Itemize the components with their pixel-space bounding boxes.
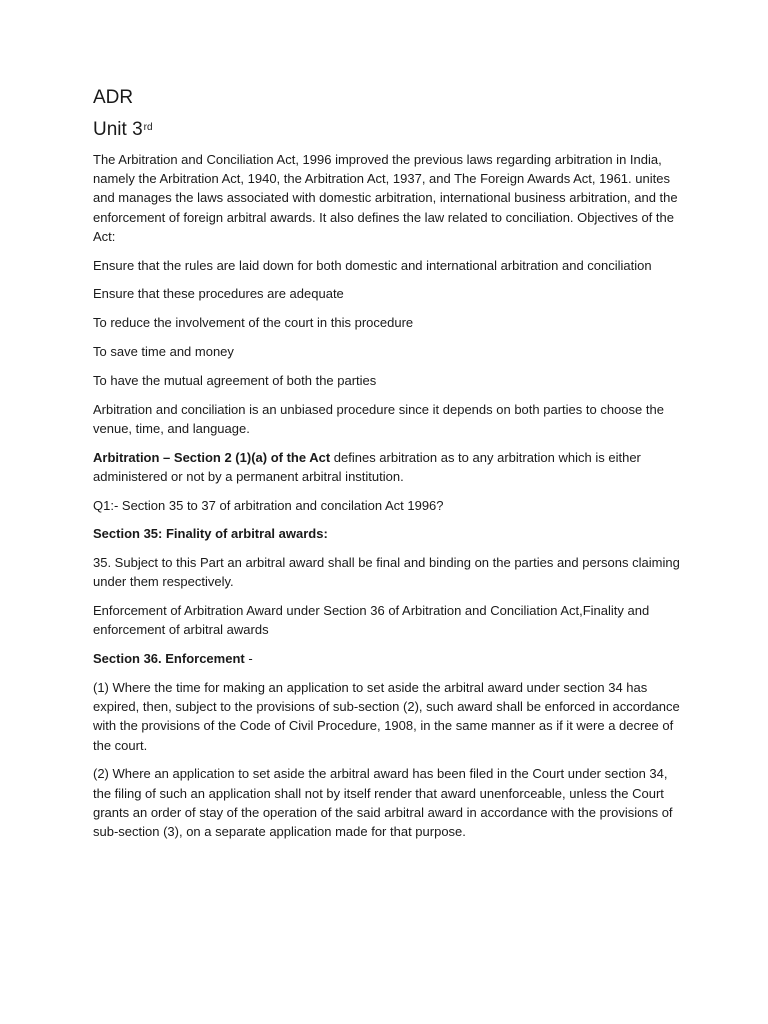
objective-item: To save time and money	[93, 344, 234, 359]
definition-bold: Arbitration – Section 2 (1)(a) of the Act	[93, 449, 331, 465]
section36-clause-1: (1) Where the time for making an application to set aside the arbitral award under section 34 has expired, then, subject to the provisions of sub-section (2), such award shall be enforced in accordance with the provisions of the Code of Civil Procedure, 1908, in the same manner as if it were a decree of the court.	[93, 679, 680, 753]
unit-heading	[93, 118, 683, 142]
enforcement-intro: Enforcement of Arbitration Award under Section 36 of Arbitration and Conciliation Act,Finality and enforcement of arbitral awards	[93, 603, 650, 638]
section36-heading-dash: -	[244, 651, 253, 667]
objective-item: To reduce the involvement of the court in this procedure	[93, 315, 414, 331]
section36-heading	[93, 649, 683, 668]
definition-paragraph	[93, 448, 683, 486]
document-page	[93, 86, 683, 851]
objective-item: To have the mutual agreement of both the parties	[93, 372, 377, 388]
unit-superscript: rd	[143, 122, 153, 133]
section35-heading: Section 35: Finality of arbitral awards:	[93, 526, 328, 542]
question-paragraph: Q1:- Section 35 to 37 of arbitration and concilation Act 1996?	[93, 497, 444, 513]
section36-heading-bold: Section 36. Enforcement	[93, 651, 245, 667]
objective-item: Ensure that the rules are laid down for both domestic and international arbitration and conciliation	[93, 257, 652, 273]
section36-clause-2: (2) Where an application to set aside the arbitral award has been filed in the Court under section 34, the filing of such an application shall not by itself render that award unenforceable, unless the Court grants an order of stay of the operation of the said arbitral award in accordance with the provisions of sub-section (3), on a separate application made for that purpose.	[93, 766, 673, 839]
intro-paragraph: The Arbitration and Conciliation Act, 1996 improved the previous laws regarding arbitration in India, namely the Arbitration Act, 1940, the Arbitration Act, 1937, and The Foreign Awards Act, 1961. unites and manages the laws associated with domestic arbitration, international business arbitration, and the enforcement of foreign arbitral awards. It also defines the law related to conciliation. Objectives of the Act:	[93, 152, 678, 244]
unbiased-paragraph: Arbitration and conciliation is an unbiased procedure since it depends on both parties to choose the venue, time, and language.	[93, 401, 664, 436]
document-title: ADR	[93, 87, 134, 108]
section35-text: 35. Subject to this Part an arbitral award shall be final and binding on the parties and persons claiming under them respectively.	[93, 555, 680, 590]
unit-label: Unit 3	[93, 119, 143, 140]
definition-text: defines arbitration as to any arbitration which is either administered or not by a permanent arbitral institution.	[93, 449, 641, 484]
objective-item: Ensure that these procedures are adequate	[93, 286, 344, 302]
